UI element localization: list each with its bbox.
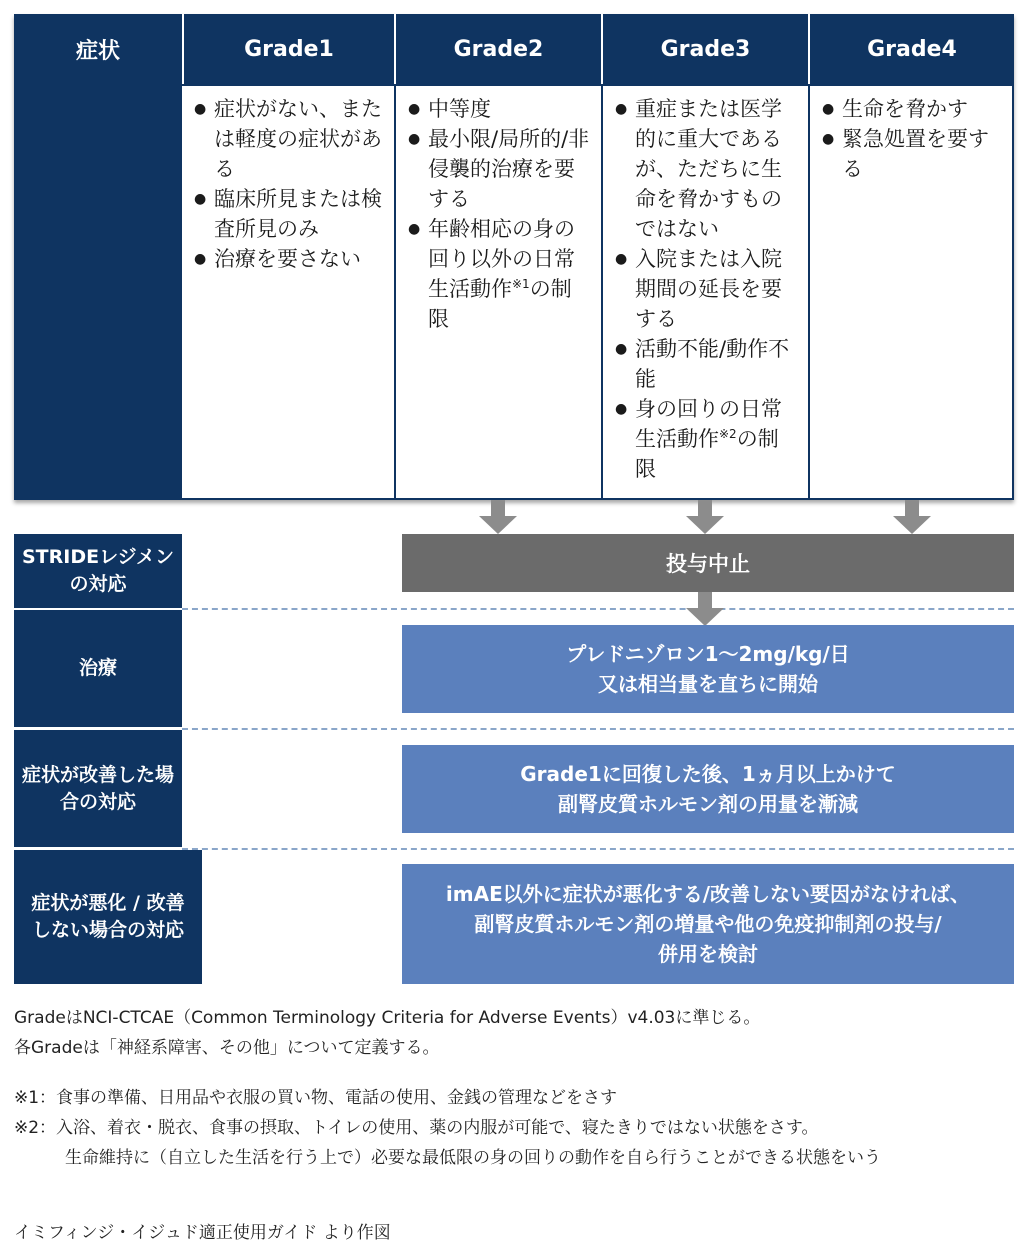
stop-dosing-box: 投与中止: [402, 534, 1014, 592]
treatment-line: 又は相当量を直ちに開始: [598, 672, 818, 696]
worse-line: imAE以外に症状が悪化する/改善しない要因がなければ、: [445, 882, 971, 906]
footnote-2-continuation: 生命維持に（自立した生活を行う上で）必要な最低限の身の回りの動作を自ら行うことができる状態をいう: [65, 1148, 881, 1168]
grade1-item: ● 症状がない、または軽度の症状がある: [194, 94, 384, 184]
header-symptom: 症状: [75, 38, 120, 64]
footnotes: [14, 1083, 1019, 1173]
grade3-item: [615, 394, 798, 484]
footnote-marker: ※2: [719, 427, 737, 441]
grade3-item: ● 活動不能/動作不能: [615, 334, 798, 394]
note-grade-criteria: GradeはNCI-CTCAE（Common Terminology Criteria for Adverse Events）v4.03に準じる。: [14, 1008, 761, 1028]
down-arrow-icon: [686, 592, 724, 626]
header-grade3: Grade3: [660, 36, 751, 62]
header-grade1: Grade1: [244, 36, 334, 62]
divider-dashed: [182, 848, 1014, 850]
down-arrow-icon: [686, 500, 724, 534]
grade4-item: ● 生命を脅かす: [822, 94, 1002, 124]
grade2-item: ● 中等度: [408, 94, 591, 124]
improved-line: Grade1に回復した後、1ヵ月以上かけて: [520, 762, 896, 786]
grade1-item: ● 治療を要さない: [194, 244, 384, 274]
source-note: イミフィンジ・イジュド適正使用ガイド より作図: [14, 1223, 391, 1243]
worse-box: [402, 864, 1014, 984]
header-grade2: Grade2: [453, 36, 544, 62]
worse-line: 併用を検討: [658, 942, 758, 966]
improved-label: 症状が改善した場合の対応: [14, 730, 182, 847]
header-grade4: Grade4: [867, 36, 957, 62]
improved-box: [402, 745, 1014, 833]
down-arrow-icon: [893, 500, 931, 534]
grade2-item: [408, 214, 591, 334]
worse-label: 症状が悪化 / 改善しない場合の対応: [14, 850, 202, 984]
grade-table: [14, 14, 1014, 500]
treatment-line: プレドニゾロン1〜2mg/kg/日: [566, 642, 850, 666]
grade4-cell: [810, 86, 1012, 498]
grade3-item-text: の制限: [635, 427, 779, 481]
improved-line: 副腎皮質ホルモン剤の用量を漸減: [558, 792, 858, 816]
notes: [14, 1003, 1019, 1063]
grade3-cell: [603, 86, 808, 498]
grade2-item-text: 年齢相応の身の回り以外の日常生活動作: [428, 217, 575, 301]
grade4-item: ● 緊急処置を要する: [822, 124, 1002, 184]
footnote-1: ※1：食事の準備、日用品や衣服の買い物、電話の使用、金銭の管理などをさす: [14, 1088, 618, 1108]
grade1-cell: [182, 86, 394, 498]
divider-dashed: [182, 728, 1014, 730]
grade3-item-text: 身の回りの日常生活動作: [635, 397, 782, 451]
grade1-item: ● 臨床所見または検査所見のみ: [194, 184, 384, 244]
footnote-2: ※2：入浴、着衣・脱衣、食事の摂取、トイレの使用、薬の内服が可能で、寝たきりではない状態をさす。: [14, 1118, 819, 1138]
grade3-item: ● 入院または入院期間の延長を要する: [615, 244, 798, 334]
grade2-item: ● 最小限/局所的/非侵襲的治療を要する: [408, 124, 591, 214]
down-arrow-icon: [479, 500, 517, 534]
grade2-item-text: の制限: [428, 277, 572, 331]
grade3-item: ● 重症または医学的に重大であるが、ただちに生命を脅かすものではない: [615, 94, 798, 244]
note-grade-definition: 各Gradeは「神経系障害、その他」について定義する。: [14, 1038, 440, 1058]
footnote-marker: ※1: [512, 277, 530, 291]
stride-label: STRIDEレジメンの対応: [14, 534, 182, 608]
treatment-label: 治療: [14, 610, 182, 727]
grade2-cell: [396, 86, 601, 498]
treatment-box: [402, 625, 1014, 713]
worse-line: 副腎皮質ホルモン剤の増量や他の免疫抑制剤の投与/: [474, 912, 942, 936]
divider-dashed: [182, 608, 1014, 610]
